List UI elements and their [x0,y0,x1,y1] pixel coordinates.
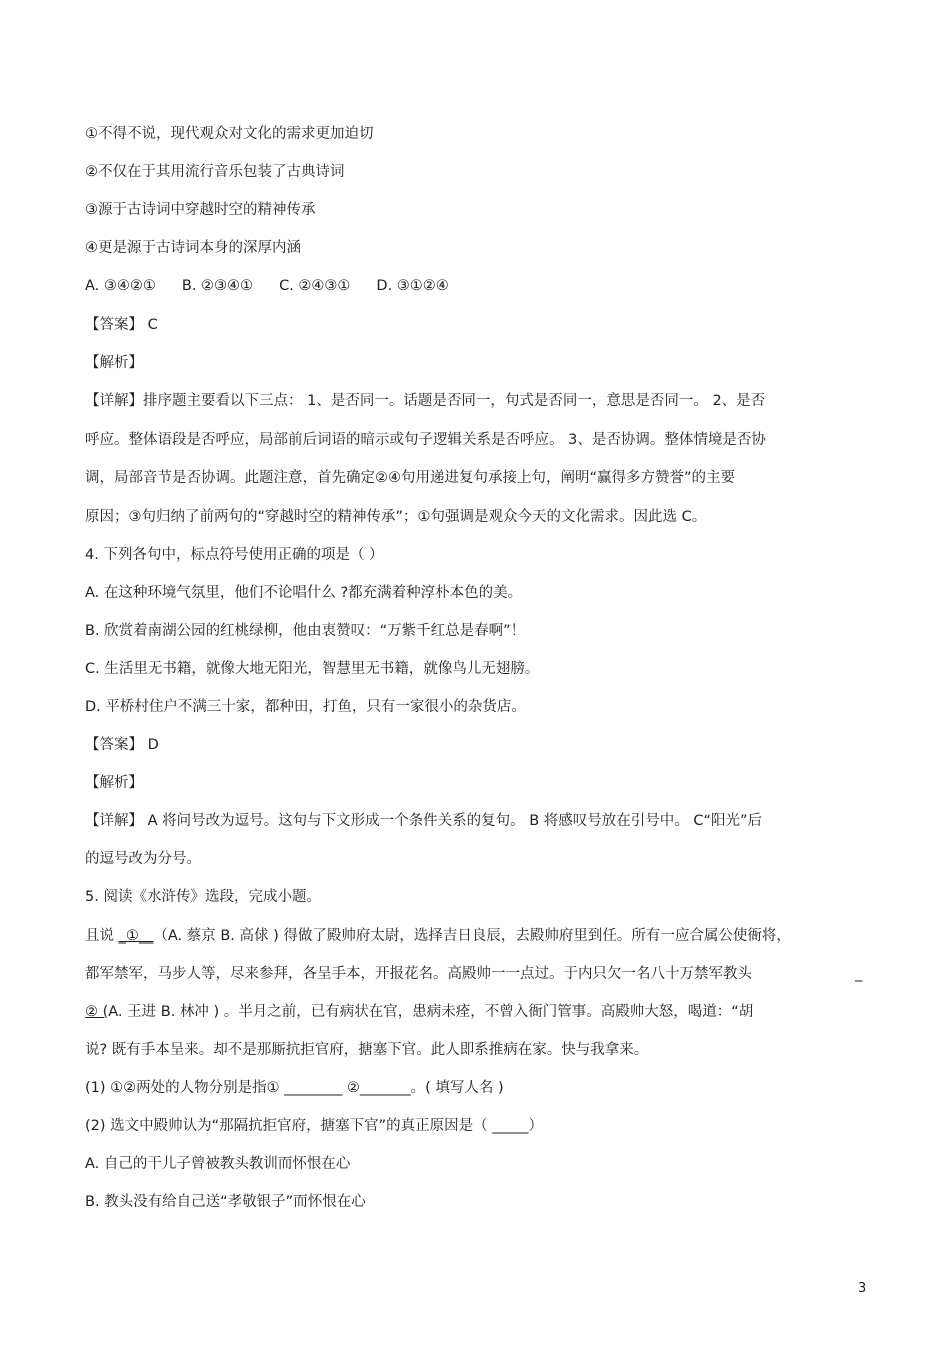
q3-item-1: ①不得不说，现代观众对文化的需求更加迫切 [85,126,374,142]
q3-option-d: D. ③①②④ [376,278,449,294]
page-number: 3 [858,1281,867,1296]
q5-passage-text: （A. 蔡京 B. 高俅 ) 得做了殿帅府太尉，选择吉日良辰，去殿帅府里到任。所有一应合属公使衙将， [153,928,791,944]
q5-sub-2-option-b: B. 教头没有给自己送“孝敬银子”而怀恨在心 [85,1194,366,1210]
q4-detail-line-2: 的逗号改为分号。 [85,851,201,867]
q3-detail-line-4: 原因；③句归纳了前两句的“穿越时空的精神传承”；①句强调是观众今天的文化需求。因此选 C。 [85,509,707,525]
q5-passage-line-1 [85,926,791,946]
q3-item-3: ③源于古诗词中穿越时空的精神传承 [85,202,316,218]
q4-detail-line-1: 【详解】 A 将问号改为逗号。这句与下文形成一个条件关系的复句。 B 将感叹号放在引号中。 C“阳光”后 [85,813,763,829]
q3-option-a: A. ③④②① [85,278,156,294]
q5-passage-line-4: 说? 既有手本呈来。却不是那厮抗拒官府，搪塞下官。此人即系推病在家。快与我拿来。 [85,1042,649,1058]
q5-passage-text: A. 王进 B. 林冲 ) 。半月之前，已有病状在官，患病未痊，不曾入衙门管事。高殿帅大怒，喝道：“胡 [108,1004,754,1020]
q4-option-b: B. 欣赏着南湖公园的红桃绿柳，他由衷赞叹：“万紫千红总是春啊”！ [85,623,526,639]
q4-answer: 【答案】 D [85,737,159,753]
q5-passage-line-2-tail: _ [855,966,863,982]
q5-stem: 5. 阅读《水浒传》选段，完成小题。 [85,889,321,905]
q4-option-a: A. 在这种环境气氛里，他们不论唱什么 ?都充满着种淳朴本色的美。 [85,585,523,601]
q3-detail-line-1: 【详解】排序题主要看以下三点： 1、是否同一。话题是否同一，句式是否同一，意思是否同一。 2、是否 [85,393,766,409]
q5-sub-2-option-a: A. 自己的干儿子曾被教头教训而怀恨在心 [85,1156,351,1172]
q3-option-c: C. ②④③① [279,278,351,294]
q5-passage-text: 都军禁军，马步人等，尽来参拜，各呈手本，开报花名。高殿帅一一点过。于内只欠一名八十万禁军教头 [85,966,752,982]
q4-analysis-label: 【解析】 [85,775,143,791]
q5-passage-line-2 [85,964,752,984]
q3-analysis-label: 【解析】 [85,355,143,371]
q3-detail-line-2: 呼应。整体语段是否呼应，局部前后词语的暗示或句子逻辑关系是否呼应。 3、是否协调。整体情境是否协 [85,432,766,448]
q3-option-b: B. ②③④① [181,278,254,294]
q5-blank-1: _①__ [118,928,154,944]
q3-item-4: ④更是源于古诗词本身的深厚内涵 [85,240,301,256]
q5-sub-1: (1) ①②两处的人物分别是指① ________ ②_______。( 填写人名 ) [85,1080,504,1096]
q3-detail-line-3: 调，局部音节是否协调。此题注意，首先确定②④句用递进复句承接上句，阐明“赢得多方赞誉”的主要 [85,470,736,486]
q5-passage-text: 且说 [85,928,119,944]
q3-item-2: ②不仅在于其用流行音乐包装了古典诗词 [85,164,345,180]
q4-option-d: D. 平桥村住户不满三十家，都种田，打鱼，只有一家很小的杂货店。 [85,699,526,715]
q5-passage-line-3 [85,1002,753,1022]
q5-sub-2: (2) 选文中殿帅认为“那隔抗拒官府，搪塞下官”的真正原因是（ _____） [85,1118,544,1134]
q5-blank-2: ② ( [85,1004,109,1020]
q4-option-c: C. 生活里无书籍，就像大地无阳光，智慧里无书籍，就像鸟儿无翅膀。 [85,661,540,677]
q3-answer: 【答案】 C [85,317,158,333]
q4-stem: 4. 下列各句中，标点符号使用正确的项是（ ） [85,547,384,563]
q3-options [85,276,449,296]
